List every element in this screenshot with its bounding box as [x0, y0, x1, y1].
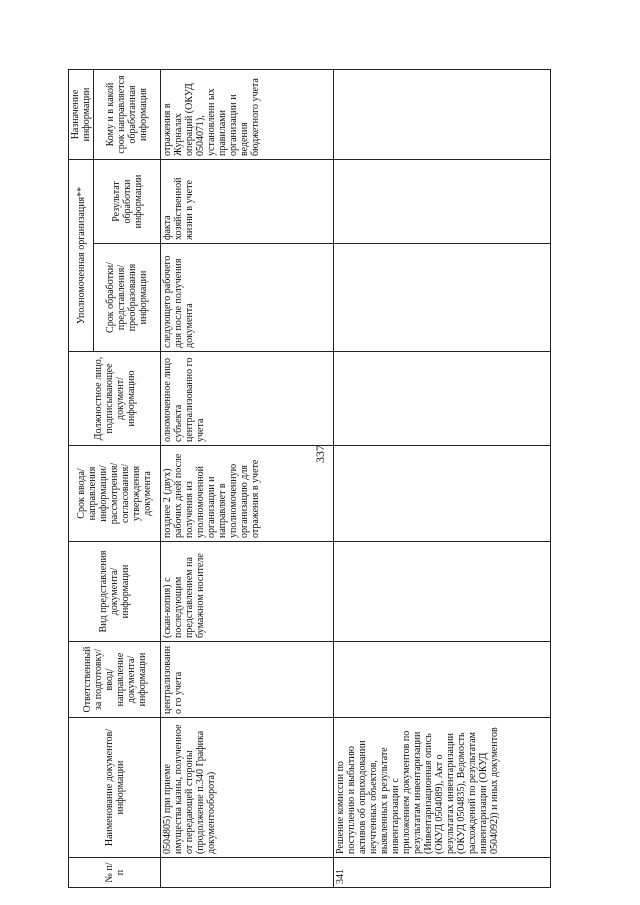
cell-num	[161, 858, 334, 888]
header-authorized-group: Уполномоченная организация**	[69, 159, 94, 351]
cell-purpose-to: отражения в Журналах операций (ОКУД 0504071), установленн ых правилами организации и ведения бюджетного учета	[161, 69, 334, 159]
cell-auth-deadline: следующего рабочего дня после получения документа	[161, 244, 334, 352]
cell-form	[334, 542, 551, 642]
cell-form: (скан-копия) с последующим представлением на бумажном носителе	[161, 542, 334, 642]
cell-purpose-to	[334, 69, 551, 159]
document-flow-table	[68, 69, 551, 888]
header-form: Вид представления документа/ информации	[69, 542, 161, 642]
cell-signer	[334, 352, 551, 446]
header-responsible: Ответственный за подготовку/ ввод/ направление документа/ информации	[69, 642, 161, 718]
cell-name: Решение комиссии по поступлению и выбытию активов об оприходовании неучтенных объектов, выявленных в результате инвентаризации с приложением документов по результатам инвентаризации (Инвентаризационная опись (ОКУД 0504089), Акт о результатах инвентаризации (ОКУД 0504835), Ведомость расхождений по результатам инвентаризации (ОКУД 0504092)) и иных документов	[334, 718, 551, 858]
cell-deadline	[334, 446, 551, 542]
cell-auth-result	[334, 159, 551, 243]
header-auth-deadline: Срок обработки/ представления/ преобразования информации	[94, 244, 161, 352]
table-header-row	[69, 69, 94, 887]
header-signer: Должностное лицо, подписывающее документ/ информацию	[69, 352, 161, 446]
table-row	[161, 69, 334, 887]
cell-auth-deadline	[334, 244, 551, 352]
page-number: 337	[313, 445, 327, 463]
header-num: № п/п	[69, 858, 161, 888]
cell-deadline: позднее 2 (двух) рабочих дней после получения из уполномоченной организации и направляет в уполномоченную организацию для отражения в учете	[161, 446, 334, 542]
cell-auth-result: факта хозяйственной жизни в учете	[161, 159, 334, 243]
header-auth-result: Результат обработки информации	[94, 159, 161, 243]
header-purpose-group: Назначение информации	[69, 69, 94, 159]
cell-signer: олномоченное лицо субъекта централизованно го учета	[161, 352, 334, 446]
header-name: Наименование документов/информации	[69, 718, 161, 858]
table-row	[334, 69, 551, 887]
header-purpose-to: Кому и в какой срок направляется обработанная информация	[94, 69, 161, 159]
cell-responsible	[334, 642, 551, 718]
header-deadline: Срок ввода/ направления информации/ рассмотрения/ согласования/ утверждения документа	[69, 446, 161, 542]
cell-num: 341	[334, 858, 551, 888]
cell-responsible: централизованно го учета	[161, 642, 334, 718]
cell-name: 0504805) при приеме имущества казны, полученное от передающей стороны (продолжение п.340 Графика документооборота)	[161, 718, 334, 858]
rotated-table-container	[68, 70, 592, 888]
